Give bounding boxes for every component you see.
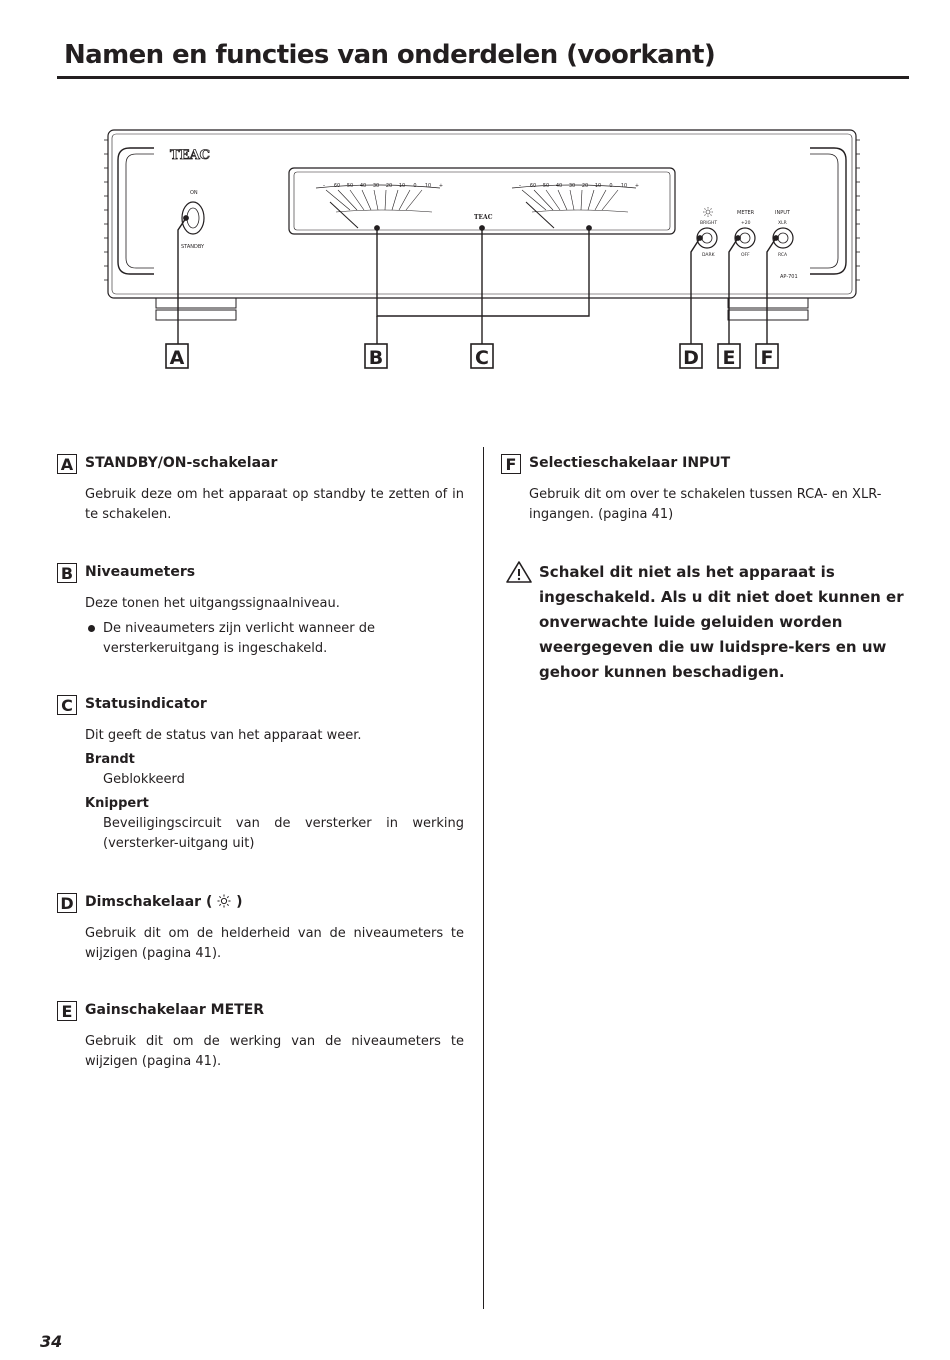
- page-number: 34: [40, 1332, 63, 1351]
- title-rule: [57, 76, 909, 79]
- section-e: [57, 1001, 464, 1072]
- power-standby-label: STANDBY: [181, 244, 205, 250]
- meter-scale-mark: 20: [385, 183, 393, 189]
- section-text: Dit geeft de status van het apparaat weer.: [85, 728, 362, 743]
- section-letter: F: [501, 454, 521, 474]
- meter-scale-mark: 10: [424, 183, 432, 189]
- section-a: [57, 454, 464, 525]
- meter-scale-mark: 10: [398, 183, 406, 189]
- section-title: Selectieschakelaar INPUT: [529, 455, 731, 471]
- meter-scale-mark: –: [322, 183, 326, 189]
- sub-heading: Knippert: [85, 796, 149, 811]
- section-title: Gainschakelaar METER: [85, 1002, 265, 1018]
- meter-scale-mark: 30: [372, 183, 380, 189]
- sub-heading: Brandt: [85, 752, 135, 767]
- meter-off-label: OFF: [741, 253, 750, 258]
- bullet-dot: [88, 625, 95, 632]
- meter-window: [289, 168, 675, 234]
- warning-icon: [505, 560, 533, 584]
- meter-gain-label: +20: [741, 221, 751, 226]
- right-handle: [810, 148, 846, 274]
- meter-scale-mark: 20: [581, 183, 589, 189]
- section-f: [501, 454, 909, 525]
- section-letter: E: [57, 1001, 77, 1021]
- sub-text: Beveiligingscircuit van de versterker in werking (versterker-uitgang uit): [103, 816, 464, 851]
- xlr-label: XLR: [778, 221, 787, 226]
- section-letter: C: [57, 695, 77, 715]
- section-letter: B: [57, 563, 77, 583]
- callout-c: C: [475, 347, 489, 369]
- meter-scale-mark: 40: [359, 183, 367, 189]
- warning-text: Schakel dit niet als het apparaat is ingeschakeld. Als u dit niet doet kunnen er onverwachte luide geluiden worden weergegeven die uw luidspre-kers en uw gehoor kunnen beschadigen.: [539, 563, 904, 681]
- rca-label: RCA: [778, 253, 788, 258]
- section-letter: D: [57, 893, 77, 913]
- left-handle: [118, 148, 154, 274]
- section-title: Statusindicator: [85, 696, 207, 712]
- meter-scale-mark: +: [634, 183, 640, 189]
- input-label: INPUT: [775, 210, 790, 216]
- center-brand-logo: TEAC: [474, 214, 493, 221]
- title-before: Dimschakelaar (: [85, 894, 213, 910]
- sub-text: Geblokkeerd: [103, 772, 185, 787]
- callout-a: A: [169, 347, 185, 369]
- dark-label: DARK: [702, 253, 715, 258]
- model-label: AP-701: [780, 274, 798, 280]
- callout-e: E: [722, 347, 736, 369]
- power-on-label: ON: [190, 190, 198, 196]
- section-letter: A: [57, 454, 77, 474]
- meter-scale-mark: 0: [609, 183, 613, 189]
- meter-scale-mark: 50: [346, 183, 354, 189]
- bullet-item: [85, 619, 464, 659]
- meter-scale-mark: 30: [568, 183, 576, 189]
- section-title: STANDBY/ON-schakelaar: [85, 455, 278, 471]
- meter-scale-mark: 0: [413, 183, 417, 189]
- meter-scale-mark: 60: [333, 183, 341, 189]
- meter-scale-mark: +: [438, 183, 444, 189]
- bright-label: BRIGHT: [700, 221, 718, 226]
- meter-scale-mark: 60: [529, 183, 537, 189]
- section-text: Deze tonen het uitgangssignaalniveau.: [85, 596, 340, 611]
- meter-label: METER: [737, 210, 755, 216]
- callout-f: F: [760, 347, 774, 369]
- bullet-text: De niveaumeters zijn verlicht wanneer de versterkeruitgang is ingeschakeld.: [103, 621, 375, 656]
- section-c: [57, 695, 464, 854]
- section-d: [57, 893, 464, 964]
- section-title: [85, 894, 243, 910]
- meter-scale-mark: –: [518, 183, 522, 189]
- callout-d: D: [683, 347, 699, 369]
- meter-scale-mark: 10: [594, 183, 602, 189]
- warning-block: [505, 560, 905, 685]
- section-text: Gebruik dit om over te schakelen tussen RCA- en XLR-ingangen. (pagina 41): [529, 487, 882, 522]
- column-divider: [483, 447, 484, 1309]
- section-text: Gebruik dit om de helderheid van de niveaumeters te wijzigen (pagina 41).: [85, 926, 464, 961]
- front-panel-diagram: [0, 110, 950, 390]
- section-text: Gebruik dit om de werking van de niveaumeters te wijzigen (pagina 41).: [85, 1034, 464, 1069]
- callout-b: B: [368, 347, 384, 369]
- section-text: Gebruik deze om het apparaat op standby te zetten of in te schakelen.: [85, 487, 464, 522]
- brand-logo: TEAC: [170, 148, 211, 163]
- section-b: [57, 563, 464, 659]
- meter-scale-mark: 50: [542, 183, 550, 189]
- sun-icon: [217, 894, 231, 908]
- title-after: ): [236, 894, 243, 910]
- section-title: Niveaumeters: [85, 564, 196, 580]
- meter-scale-mark: 10: [620, 183, 628, 189]
- meter-scale-mark: 40: [555, 183, 563, 189]
- page-title: Namen en functies van onderdelen (voorkant): [64, 40, 716, 70]
- sun-icon: [703, 207, 713, 217]
